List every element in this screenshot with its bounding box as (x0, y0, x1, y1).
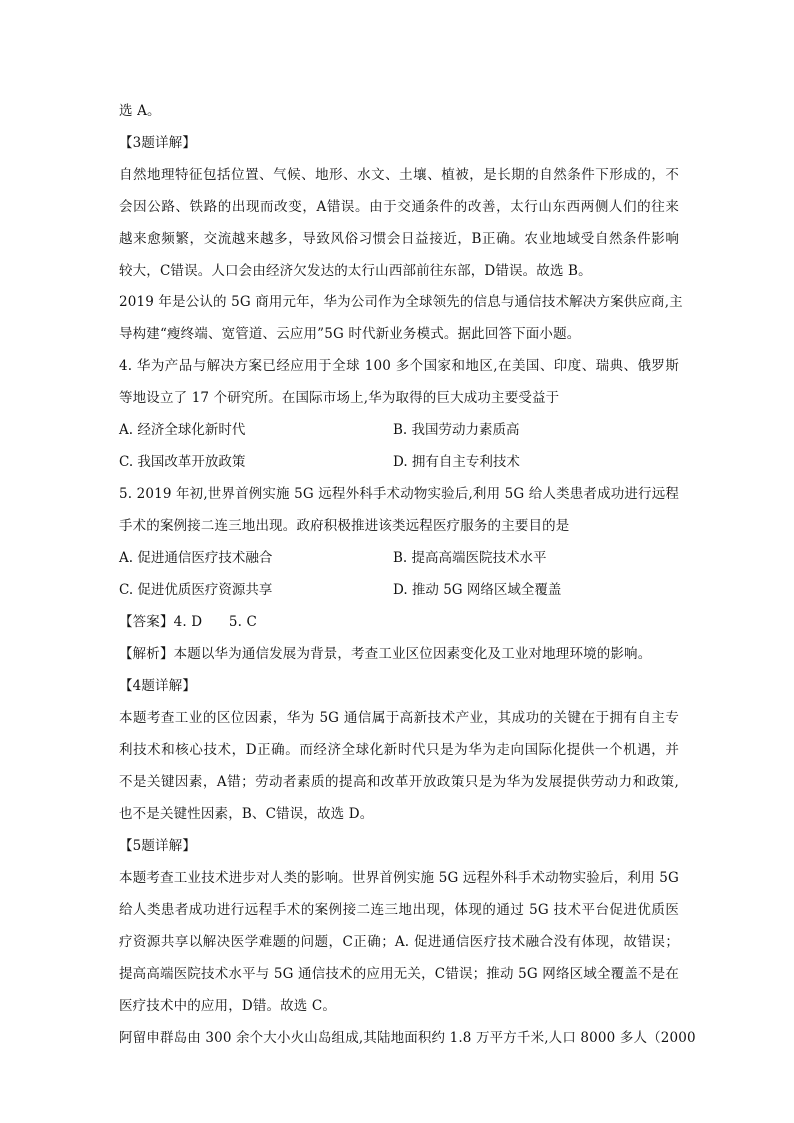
answer-tail: 选 A。 (119, 103, 161, 119)
q4-stem-line: 等地设立了 17 个研究所。在国际市场上,华为取得的巨大成功主要受益于 (119, 390, 560, 406)
q5-detail-line: 提高高端医院技术水平与 5G 通信技术的应用无关，C错误；推动 5G 网络区域全覆盖不是在 (119, 966, 679, 982)
q5-detail-line: 本题考查工业技术进步对人类的影响。世界首例实施 5G 远程外科手术动物实验后，利用 5G (119, 870, 679, 886)
q5-option-a: A. 促进通信医疗技术融合 (119, 550, 273, 566)
q3-detail-line: 会因公路、铁路的出现而改变，A错误。由于交通条件的改善，太行山东西两侧人们的往来 (119, 199, 679, 215)
passage-line: 阿留申群岛由 300 余个大小火山岛组成,其陆地面积约 1.8 万平方千米,人口 8000 多人（2000 (119, 1030, 696, 1046)
q4-detail-line: 利技术和核心技术，D正确。而经济全球化新时代只是为华为走向国际化提供一个机遇，并 (119, 742, 679, 758)
passage-line: 2019 年是公认的 5G 商用元年，华为公司作为全球领先的信息与通信技术解决方案供应商,主 (119, 294, 683, 310)
q4-option-d: D. 拥有自主专利技术 (393, 454, 520, 470)
q4-option-b: B. 我国劳动力素质高 (393, 422, 520, 438)
q5-option-b: B. 提高高端医院技术水平 (393, 550, 547, 566)
q4-detail-line: 不是关键因素，A错；劳动者素质的提高和改革开放政策只是为华为发展提供劳动力和政策, (119, 774, 679, 790)
answer-key: 【答案】4. D 5. C (119, 614, 257, 630)
q5-option-d: D. 推动 5G 网络区域全覆盖 (393, 582, 562, 598)
q5-detail-line: 疗资源共享以解决医学难题的问题，C正确；A. 促进通信医疗技术融合没有体现，故错误； (119, 934, 679, 950)
q4-stem-line: 4. 华为产品与解决方案已经应用于全球 100 多个国家和地区,在美国、印度、瑞典、俄罗斯 (119, 358, 679, 374)
q5-stem-line: 5. 2019 年初,世界首例实施 5G 远程外科手术动物实验后,利用 5G 给人类患者成功进行远程 (119, 486, 679, 502)
q4-option-a: A. 经济全球化新时代 (119, 422, 246, 438)
q5-detail-heading: 【5题详解】 (119, 838, 196, 854)
q5-detail-line: 给人类患者成功进行远程手术的案例接二连三地出现，体现的通过 5G 技术平台促进优质医 (119, 902, 679, 918)
q4-detail-heading: 【4题详解】 (119, 678, 196, 694)
q4-option-c: C. 我国改革开放政策 (119, 454, 246, 470)
q5-option-c: C. 促进优质医疗资源共享 (119, 582, 273, 598)
analysis-line: 【解析】本题以华为通信发展为背景，考查工业区位因素变化及工业对地理环境的影响。 (119, 646, 652, 662)
q3-detail-line: 较大，C错误。人口会由经济欠发达的太行山西部前往东部，D错误。故选 B。 (119, 263, 592, 279)
q3-detail-line: 自然地理特征包括位置、气候、地形、水文、土壤、植被，是长期的自然条件下形成的，不 (119, 167, 679, 183)
q4-detail-line: 也不是关键性因素，B、C错误，故选 D。 (119, 806, 374, 822)
q5-stem-line: 手术的案例接二连三地出现。政府积极推进该类远程医疗服务的主要目的是 (119, 518, 570, 534)
q4-detail-line: 本题考查工业的区位因素，华为 5G 通信属于高新技术产业，其成功的关键在于拥有自主专 (119, 710, 679, 726)
q5-detail-line: 医疗技术中的应用，D错。故选 C。 (119, 998, 336, 1014)
q3-detail-heading: 【3题详解】 (119, 135, 196, 151)
q3-detail-line: 越来愈频繁，交流越来越多，导致风俗习惯会日益接近，B正确。农业地域受自然条件影响 (119, 231, 679, 247)
passage-line: 导构建“瘦终端、宽管道、云应用”5G 时代新业务模式。据此回答下面小题。 (119, 326, 581, 342)
